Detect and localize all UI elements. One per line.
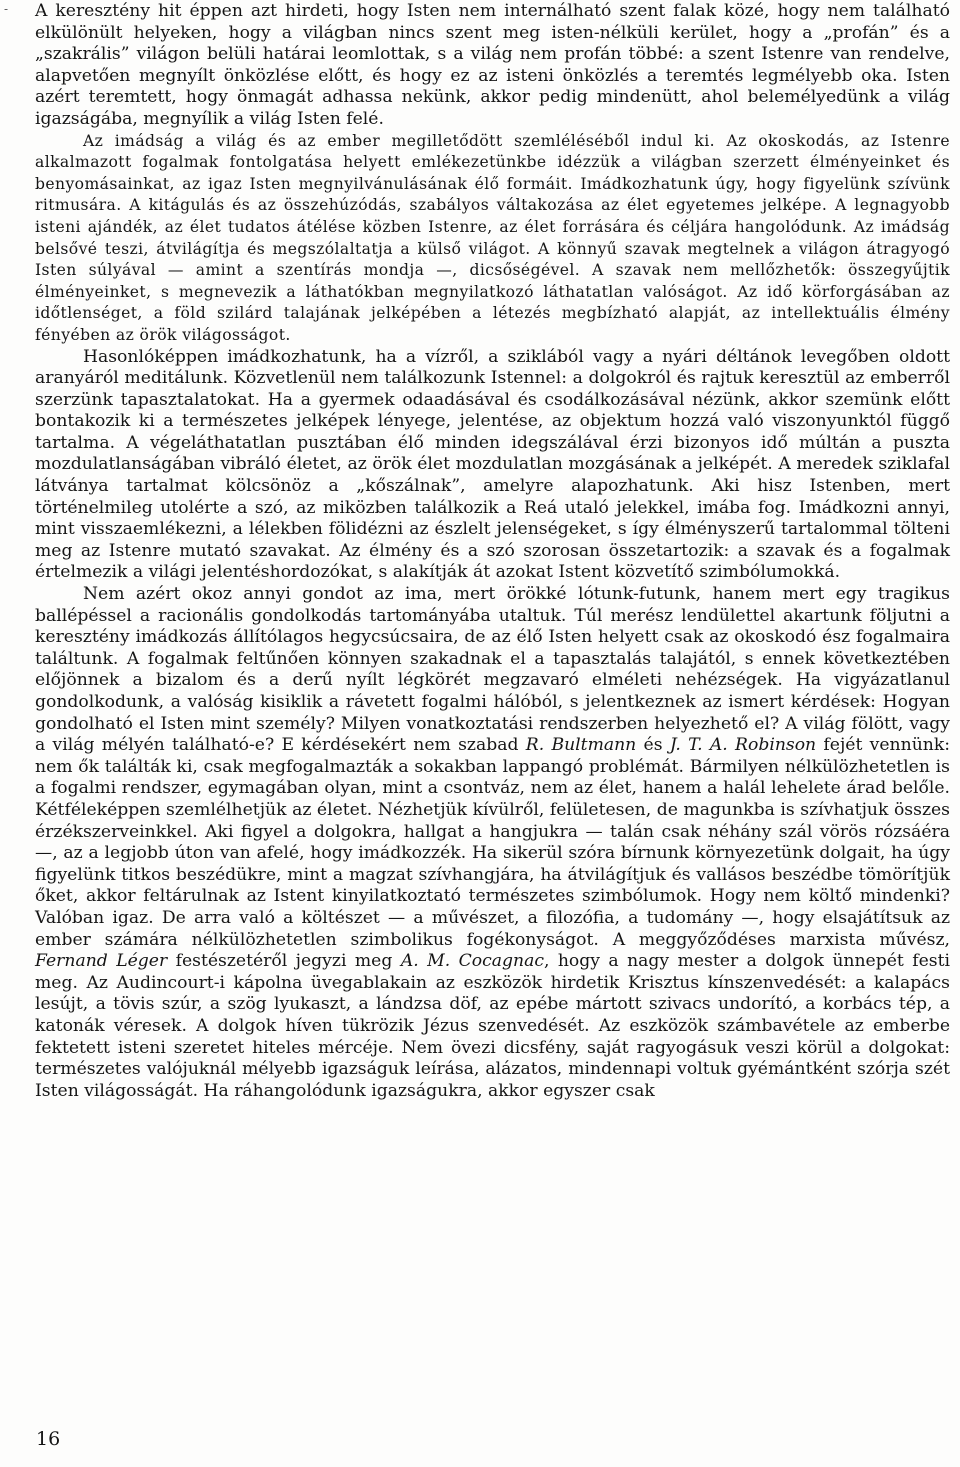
body-text xyxy=(35,1,950,1102)
paragraph-3: Hasonlóképpen imádkozhatunk, ha a vízről, a sziklából vagy a nyári déltánok levegőben oldott aranyáról meditálunk. Közvetlenül nem találkozunk Istennel: a dolgokról és rajtuk keresztül az emberről szerzünk tapasztalatokat. Ha a gyermek odaadásával és csodálkozásával nézünk, akkor szemünk előtt bontakozik ki a természetes jelképek lényege, jelentése, az objektum hozzá való viszonyunktól függő tartalma. A végeláthatatlan pusztában élő minden idegszálával érzi bizonyos idő múltán a puszta mozdulatlanságában vibráló életet, az örök élet mozdulatlan mozgásának a jelképét. A meredek sziklafal látványa tartalmat kölcsönöz a „kőszálnak”, amelyre alapozhatunk. Aki hisz Istenben, mert történelmileg utolérte a szó, az miközben találkozik a Reá utaló jelekkel, imába fog. Imádkozni annyi, mint visszaemlékezni, a lélekben fölidézni az észlelt jelenségeket, s így élményszerű tartalommal tölteni meg az Istenre mutató szavakat. Az élmény és a szó szorosan összetartozik: a szavak és a fogalmak értelmezik a világi jelentéshordozókat, s alakítják át azokat Istent közvetítő szimbólumokká. xyxy=(35,346,950,583)
stray-mark: - xyxy=(4,2,9,16)
paragraph-2: Az imádság a világ és az ember megilletődött szemléléséből indul ki. Az okoskodás, az Istenre alkalmazott fogalmak fontolgatása helyett emlékezetünkbe idézzük a világban szerzett élményeinket és benyomásainkat, az igaz Isten megnyilvánulásának élő formáit. Imádkozhatunk úgy, hogy figyelünk szívünk ritmusára. A kitágulás és az összehúzódás, szabályos váltakozása az élet egyetemes jelképe. A legnagyobb isteni ajándék, az élet tudatos átélése közben Istenre, az élet forrására és céljára hangolódunk. Az imádság belsővé teszi, átvilágítja és megszólaltatja a külső világot. A könnyű szavak megtelnek a világon átragyogó Isten súlyával — amint a szentírás mondja —, dicsőségével. A szavak nem mellőzhetők: összegyűjtik élményeinket, s megnevezik a láthatókban megnyilatkozó láthatatlan valóságot. Az idő körforgásában az időtlenséget, a föld szilárd talajának jelképében a létezés megbízható alapját, az intellektuális élmény fényében az örök világosságot. xyxy=(35,131,950,344)
page-number: 16 xyxy=(36,1428,61,1450)
italic-name: A. M. Cocagnac xyxy=(400,951,544,972)
paragraph-4: Nem azért okoz annyi gondot az ima, mert örökké lótunk-futunk, hanem mert egy tragikus ballépéssel a racionális gondolkodás tartományába utaltuk. Túl merész lendülettel akartunk följutni a keresztény imádkozás állítólagos hegycsúcsaira, de az élő Isten helyett csak az okoskodó ész fogalmaira találtunk. A fogalmak feltűnően könnyen szakadnak el a tapasztalás talajától, s ennek következtében előjönnek a bizalom és a derű nyílt légkörét megzavaró elméleti nehézségek. Ha vigyázatlanul gondolkodunk, a valóság kisiklik a rávetett fogalmi hálóból, s jelentkeznek az ismert kérdések: Hogyan gondolható el Isten mint személy? Milyen vonatkoztatási rendszerben helyezhető el? A világ fölött, vagy a világ mélyén található-e? E kérdésekért nem szabad R. Bultmann és J. T. A. Robinson fejét vennünk: nem ők találták ki, csak megfogalmazták a sokakban lappangó problémát. Bármilyen nélkülözhetetlen is a fogalmi rendszer, egymagában olyan, mint a csontváz, nem az élet, hanem a halál lehelete árad belőle. Kétféleképpen szemlélhetjük az életet. Nézhetjük kívülről, felületesen, de magunkba is szívhatjuk összes érzékszerveinkkel. Aki figyel a dolgokra, hallgat a hangjukra — talán csak néhány szál vörös rózsáéra —, az a legjobb úton van afelé, hogy imádkozzék. Ha sikerül szóra bírnunk környezetünk dolgait, ha úgy figyelünk titkos beszédükre, mint a magzat szívhangjára, ha átvilágítjuk és vallásos beszédbe tömörítjük őket, akkor feltárulnak az Istent kinyilatkoztató természetes szimbólumok. Hogy nem költő mindenki? Valóban igaz. De arra való a költészet — a művészet, a filozófia, a tudomány —, hogy elsajátítsuk az ember számára nélkülözhetetlen szimbolikus fogékonyságot. A meggyőződéses marxista művész, Fernand Léger festészetéről jegyzi meg A. M. Cocagnac, hogy a nagy mester a dolgok ünnepét festi meg. Az Audincourt-i kápolna üvegablakain az eszközök hirdetik Krisztus kínszenvedését: a kalapács lesújt, a tövis szúr, a szög lyukaszt, a lándzsa döf, az epébe mártott szivacs undorító, a korbács tép, a katonák véresek. A dolgok híven tükrözik Jézus szenvedését. Az eszközök számbavétele az emberbe fektetett isteni szeretet hiteles mércéje. Nem övezi dicsfény, saját ragyogásuk veszi körül a dolgokat: természetes valójuknál mélyebb igazságuk leírása, alázatos, mindennapi voltuk gyémántként szórja szét Isten világosságát. Ha ráhangolódunk igazságukra, akkor egyszer csak xyxy=(35,584,951,1101)
italic-name: J. T. A. Robinson xyxy=(669,735,817,756)
italic-name: Fernand Léger xyxy=(35,951,168,972)
italic-name: R. Bultmann xyxy=(525,735,637,756)
paragraph-1: A keresztény hit éppen azt hirdeti, hogy Isten nem internálható szent falak közé, hogy nem található elkülönült helyeken, hogy a világban nincs szent meg isten-nélküli kerület, hogy a „profán” és a „szakrális” világon belüli határai leomlottak, s a világ nem profán többé: a szent Istenre van rendelve, alapvetően megnyílt önközlése előtt, és hogy ez az isteni önközlés a teremtés legmélyebb oka. Isten azért teremtett, hogy önmagát adhassa nekünk, akkor pedig mindenütt, ahol belemélyedünk a világ igazságába, megnyílik a világ Isten felé. xyxy=(35,1,950,129)
